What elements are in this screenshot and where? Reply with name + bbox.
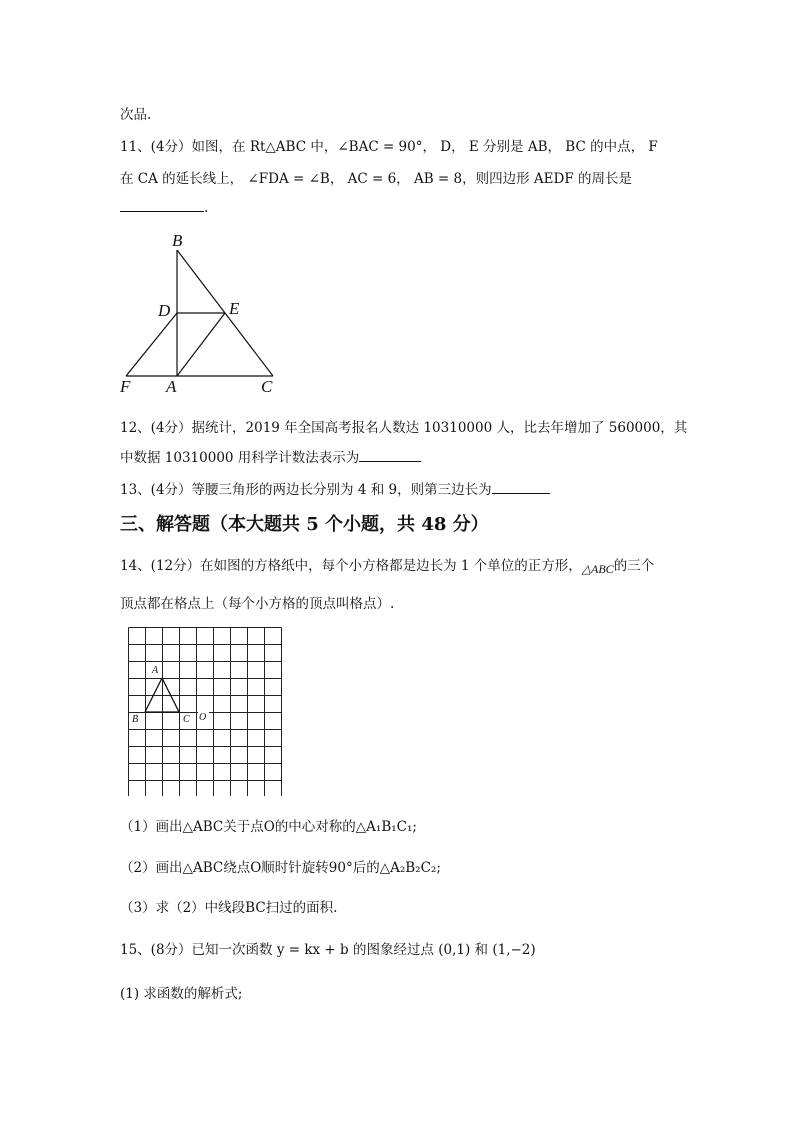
grid-label-O: O xyxy=(199,712,207,723)
q12-line2-wrap xyxy=(120,446,421,466)
q14-line2: 顶点都在格点上（每个小方格的顶点叫格点）. xyxy=(120,596,395,612)
q14-sub3: （3）求（2）中线段BC扫过的面积. xyxy=(120,900,338,916)
section3-title: 三、解答题（本大题共 5 个小题，共 48 分） xyxy=(120,514,489,535)
label-B: B xyxy=(172,231,183,250)
label-E: E xyxy=(229,299,240,318)
q13-line1: 13、(4分）等腰三角形的两边长分别为 4 和 9，则第三边长为 xyxy=(120,482,492,498)
q14-line1-wrap xyxy=(120,554,654,577)
q14-sub2: （2）画出△ABC绕点O顺时针旋转90°后的△A₂B₂C₂; xyxy=(120,860,441,876)
q12-answer-blank[interactable] xyxy=(359,447,421,462)
q12-line2: 中数据 10310000 用科学计数法表示为 xyxy=(120,450,360,466)
label-C: C xyxy=(261,377,273,396)
label-F: F xyxy=(120,377,131,396)
q11-line2: 在 CA 的延长线上， ∠FDA = ∠B， AC = 6， AB = 8，则四边形 AEDF 的周长是 xyxy=(120,171,633,187)
segment-FD xyxy=(126,313,177,376)
q13-line-wrap xyxy=(120,478,550,498)
label-D: D xyxy=(158,301,171,320)
q11-line1: 11、(4分）如图，在 Rt△ABC 中，∠BAC = 90°， D， E 分别是 AB， BC 的中点， F xyxy=(120,139,658,155)
q14-line1: 14、(12分）在如图的方格纸中，每个小方格都是边长为 1 个单位的正方形， xyxy=(120,558,582,574)
grid-label-A: A xyxy=(152,665,159,676)
q13-answer-blank[interactable] xyxy=(492,479,550,494)
q11-answer-blank[interactable] xyxy=(120,197,204,212)
top-fragment: 次品. xyxy=(120,107,152,123)
q11-end-punct: . xyxy=(204,200,209,216)
grid-label-B: B xyxy=(132,714,139,725)
q11-answer-line xyxy=(120,197,208,216)
q14-sub1: （1）画出△ABC关于点O的中心对称的△A₁B₁C₁; xyxy=(120,819,417,835)
segment-AE xyxy=(177,313,225,376)
grid-label-C: C xyxy=(183,714,190,725)
q15-sub1: (1) 求函数的解析式; xyxy=(120,986,243,1002)
q14-line1-tail: 的三个 xyxy=(613,558,655,574)
q15-line1: 15、(8分）已知一次函数 y = kx + b 的图象经过点 (0,1) 和 (1,−2) xyxy=(120,942,536,958)
label-A: A xyxy=(166,377,177,396)
q11-triangle-figure xyxy=(118,228,288,400)
q14-tri-label: △ABC xyxy=(581,562,614,576)
q12-line1: 12、(4分）据统计，2019 年全国高考报名人数达 10310000 人，比去年增加了 560000，其 xyxy=(120,420,688,436)
q14-grid-figure xyxy=(128,624,292,796)
